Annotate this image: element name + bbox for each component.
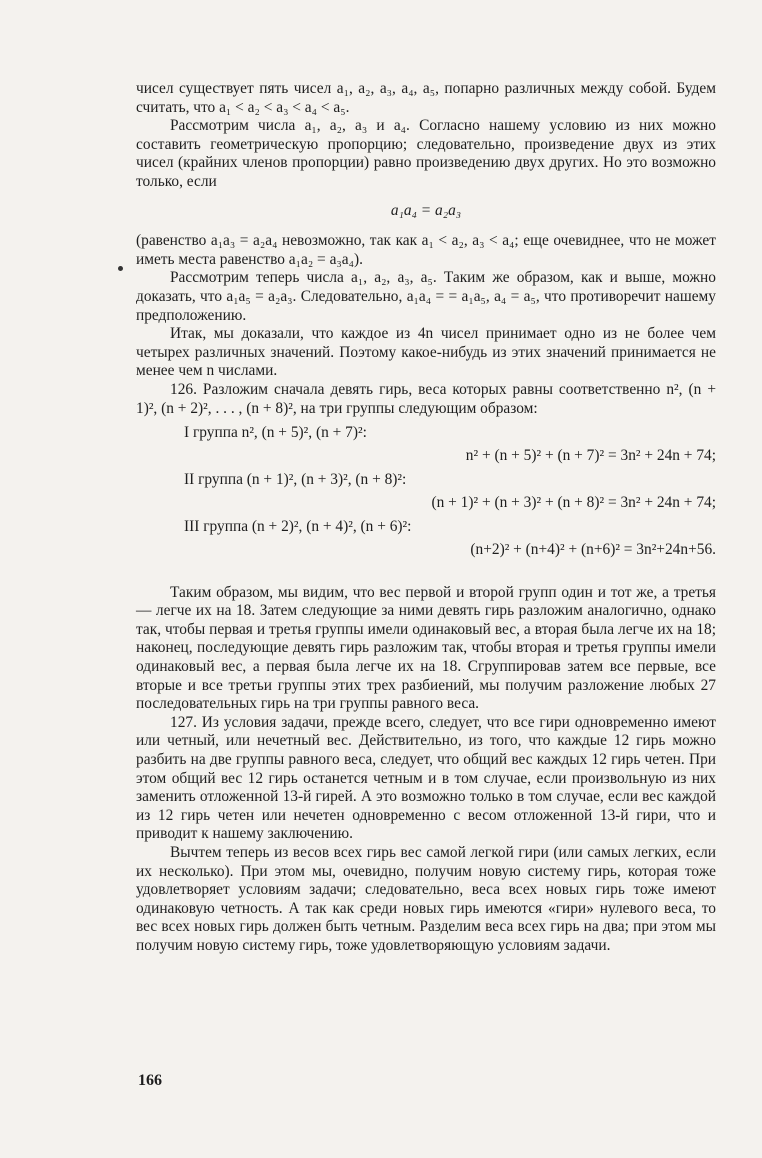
body-text [136, 80, 716, 956]
group-2-sum: (n + 1)² + (n + 3)² + (n + 8)² = 3n² + 24n + 74; [431, 493, 716, 511]
paragraph: чисел существует пять чисел a₁, a₂, a₃, a₄, a₅, попарно различных между собой. Будем считать, что a₁ < a₂ < a₃ < a₄ < a₅. [136, 80, 716, 116]
group-1-sum: n² + (n + 5)² + (n + 7)² = 3n² + 24n + 74; [465, 446, 716, 464]
paragraph: 127. Из условия задачи, прежде всего, следует, что все гири одновременно имеют или четный, или нечетный вес. Действительно, из того, что каждые 12 гирь можно разбить на две группы равного веса, следует, что общий вес каждых 12 гирь четен. При этом общий вес 12 гирь останется четным и в том случае, если произвольную из них заменить отложенной 13-й гирей. А это возможно только в том случае, если вес каждой из 12 гирь четен или нечетен одновременно с весом отложенной 13-й гири, что и приводит к нашему заключению. [136, 713, 716, 843]
paragraph: Итак, мы доказали, что каждое из 4n чисел принимает одно из не более чем четырех различных значений. Поэтому какое-нибудь из этих значений принимается не менее чем n числами. [136, 325, 716, 380]
paragraph: (равенство a₁a₃ = a₂a₄ невозможно, так как a₁ < a₂, a₃ < a₄; еще очевиднее, что не может иметь места равенство a₁a₂ = a₃a₄). [136, 232, 716, 268]
formula: a₁a₄ = a₂a₃ [390, 201, 462, 219]
paragraph: Рассмотрим числа a₁, a₂, a₃ и a₄. Согласно нашему условию из них можно составить геометрическую пропорцию; следовательно, произведение двух из этих чисел (крайних членов пропорции) равно произведению двух других. Но это возможно только, если [136, 117, 716, 190]
group-3-sum: (n+2)² + (n+4)² + (n+6)² = 3n²+24n+56. [470, 541, 716, 559]
group-3-label: III группа (n + 2)², (n + 4)², (n + 6)²: [184, 518, 412, 536]
paragraph: 126. Разложим сначала девять гирь, веса которых равны соответственно n², (n + 1)², (n + 2)², . . . , (n + 8)², на три группы следующим образом: [136, 380, 716, 417]
paragraph: Таким образом, мы видим, что вес первой и второй групп один и тот же, а третья — легче их на 18. Затем следующие за ними девять гирь разложим аналогично, однако так, чтобы первая и третья группы имели одинаковый вес, а вторая была легче их на 18; наконец, последующие девять гирь разложим так, чтобы вторая и третья группы имели одинаковый вес, а первая была легче их на 18. Сгруппировав затем все первые, все вторые и все третьи группы этих трех разбиений, мы получим разложение любых 27 последовательных гирь на три группы равного веса. [136, 583, 716, 713]
page-number: 166 [138, 1072, 162, 1089]
margin-dot [118, 266, 123, 271]
paragraph: Рассмотрим теперь числа a₁, a₂, a₃, a₅. Таким же образом, как и выше, можно доказать, что a₁a₅ = a₂a₃. Следовательно, a₁a₄ = = a₁a₅, a₄ = a₅, что противоречит нашему предположению. [136, 269, 716, 324]
group-2-label: II группа (n + 1)², (n + 3)², (n + 8)²: [184, 471, 407, 489]
paragraph: Вычтем теперь из весов всех гирь вес самой легкой гири (или самых легких, если их несколько). При этом мы, очевидно, получим новую систему гирь, которая тоже удовлетворяет условиям задачи; следовательно, веса всех новых гирь тоже имеют одинаковую четность. А так как среди новых гирь имеются «гири» нулевого веса, то вес всех новых гирь должен быть четным. Разделим веса всех гирь на два; при этом мы получим новую систему гирь, тоже удовлетворяющую условиям задачи. [136, 843, 716, 954]
group-1-label: I группа n², (n + 5)², (n + 7)²: [184, 424, 367, 442]
